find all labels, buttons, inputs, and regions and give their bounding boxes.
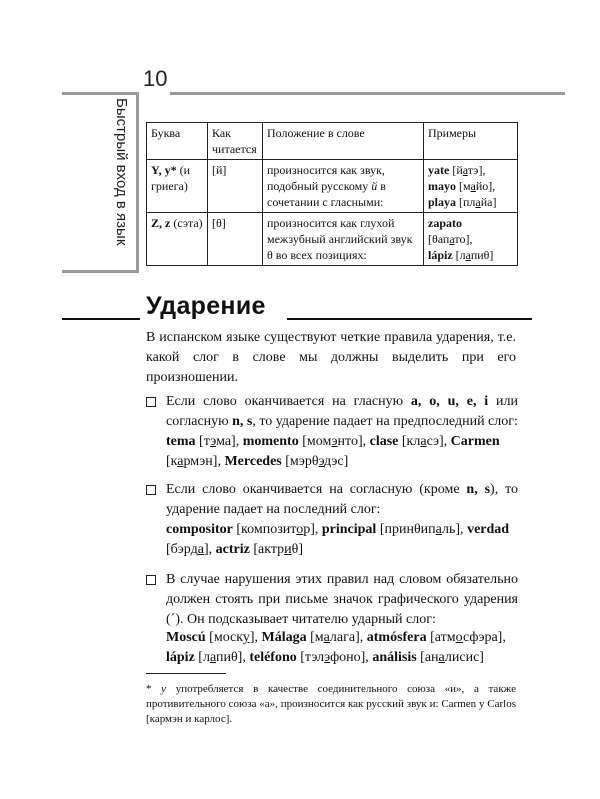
heading-rule xyxy=(62,318,140,320)
footnote: * y употребляется в качестве соединительного союза «и», а также противительного союза «а», произносится как русский звук и: Carmen y Carlos [кармэн и карлос]. xyxy=(146,683,516,725)
table-header-cell: Как читается xyxy=(208,123,263,160)
table-cell-reading: [θ] xyxy=(208,213,263,266)
letters-table xyxy=(146,122,518,266)
rule-examples: compositor [композитор], principal [принθипаль], verdad [бэрда], actriz [актриθ] xyxy=(166,522,510,557)
rule-item xyxy=(146,480,518,522)
side-title-container xyxy=(90,98,130,272)
table-cell-examples: zapato [θапато], lápiz [лапиθ] xyxy=(424,213,518,266)
table-cell-reading: [й] xyxy=(208,160,263,213)
heading-rule xyxy=(287,318,532,320)
intro-paragraph: В испанском языке существуют четкие правила ударения, т.е. какой слог в слове мы должны выделить при его произношении. xyxy=(146,330,516,385)
frame-line xyxy=(136,92,139,272)
table-row xyxy=(147,160,518,213)
heading-text: Ударение xyxy=(146,292,266,320)
table-cell-examples: yate [йатэ], mayo [майо], playa [плайа] xyxy=(424,160,518,213)
table-cell-position: произносится как звук, подобный русскому й в сочетании с гласными: xyxy=(263,160,424,213)
rule-text: Если слово оканчивается на согласную (кроме n, s), то ударение падает на последний слог: xyxy=(166,482,518,517)
table-header-cell: Буква xyxy=(147,123,208,160)
side-title: Быстрый вход в язык xyxy=(113,98,130,246)
checkbox-bullet-icon xyxy=(146,397,156,407)
frame-line xyxy=(62,92,138,95)
footnote-rule xyxy=(146,673,226,674)
checkbox-bullet-icon xyxy=(146,485,156,495)
rule-examples: Moscú [моску], Málaga [малага], atmósfera [атмосфэра], lápiz [лапиθ], teléfono [тэлэфоно], análisis [аналисис] xyxy=(166,630,506,665)
table-header-row xyxy=(147,123,518,160)
rule-text: В случае нарушения этих правил над словом обязательно должен стоять при письме значок графического ударения (´). Он подсказывает читателю ударный слог: xyxy=(166,572,518,627)
rule-examples: tema [тэма], momento [момэнто], clase [класэ], Carmen [кармэн], Mercedes [мэрθэдэс] xyxy=(166,434,500,469)
table-header-cell: Примеры xyxy=(424,123,518,160)
rule-text: Если слово оканчивается на гласную a, o, u, e, i или согласную n, s, то ударение падает на предпоследний слог: xyxy=(166,394,518,429)
table-cell-letter: Z, z (сэта) xyxy=(147,213,208,266)
checkbox-bullet-icon xyxy=(146,575,156,585)
table-cell-letter: Y, y* (и гриега) xyxy=(147,160,208,213)
table-header-cell: Положение в слове xyxy=(263,123,424,160)
rule-item xyxy=(146,392,518,434)
table-row xyxy=(147,213,518,266)
rule-item xyxy=(146,570,518,632)
page-number: 10 xyxy=(143,66,168,91)
frame-line xyxy=(170,92,565,95)
table-cell-position: произносится как глухой межзубный английский звук θ во всех позициях: xyxy=(263,213,424,266)
section-heading xyxy=(62,292,532,326)
